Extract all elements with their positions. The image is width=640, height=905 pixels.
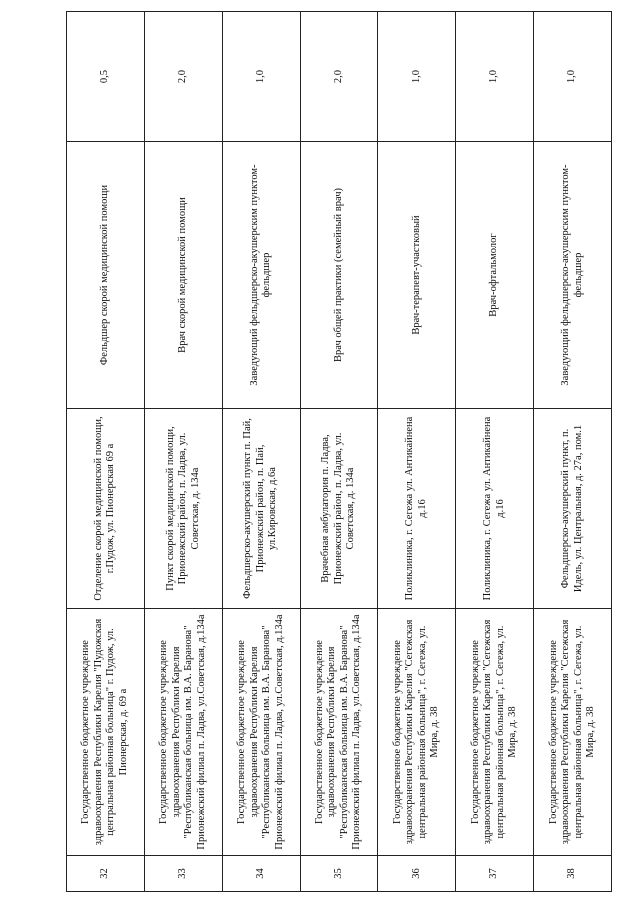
- address-cell: Поликлиника, г. Сегежа ул. Антикайнена д.16: [456, 409, 534, 609]
- rate-cell: 1,0: [222, 12, 300, 142]
- organization-cell: Государственное бюджетное учреждение здравоохранения Республики Карелия "Сегежская центральная районная больница", г. Сегежа, ул. Мира, д. 38: [534, 609, 612, 856]
- position-cell: Заведующий фельдшерско-акушерским пунктом-фельдшер: [222, 142, 300, 409]
- rate-cell: 1,0: [378, 12, 456, 142]
- table-row: [300, 12, 378, 892]
- organization-cell: Государственное бюджетное учреждение здравоохранения Республики Карелия "Сегежская центральная районная больница", г. Сегежа, ул. Мира, д. 38: [456, 609, 534, 856]
- table-row: [222, 12, 300, 892]
- vacancy-table: [66, 11, 612, 892]
- rate-cell: 0,5: [67, 12, 145, 142]
- position-cell: Врач-терапевт-участковый: [378, 142, 456, 409]
- address-cell: Фельдшерско-акушерский пункт п. Пай, Прионежский район, п. Пай, ул.Кировская, д.6а: [222, 409, 300, 609]
- table-row: [456, 12, 534, 892]
- table-row: [378, 12, 456, 892]
- organization-cell: Государственное бюджетное учреждение здравоохранения Республики Карелия "Республиканская больница им. В.А. Баранова" Прионежский филиал п. Ладва, ул.Советская, д.134а: [300, 609, 378, 856]
- row-number: 36: [378, 856, 456, 892]
- row-number: 34: [222, 856, 300, 892]
- row-number: 32: [67, 856, 145, 892]
- organization-cell: Государственное бюджетное учреждение здравоохранения Республики Карелия "Пудожская центральная районная больница" г. Пудож, ул. Пионерская, д. 69 а: [67, 609, 145, 856]
- position-cell: Фельдшер скорой медицинской помощи: [67, 142, 145, 409]
- position-cell: Заведующий фельдшерско-акушерским пунктом-фельдшер: [534, 142, 612, 409]
- address-cell: Фельдшерско-акушерский пункт, п. Идель, ул. Центральная, д. 27а, пом.1: [534, 409, 612, 609]
- rotated-table-wrapper: [66, 12, 612, 892]
- row-number: 35: [300, 856, 378, 892]
- address-cell: Поликлиника, г. Сегежа ул. Антикайнена д.16: [378, 409, 456, 609]
- address-cell: Врачебная амбулатория п. Ладва, Прионежский район, п. Ладва, ул. Советская, д. 134а: [300, 409, 378, 609]
- position-cell: Врач скорой медицинской помощи: [144, 142, 222, 409]
- organization-cell: Государственное бюджетное учреждение здравоохранения Республики Карелия "Республиканская больница им. В.А. Баранова" Прионежский филиал п. Ладва, ул.Советская, д.134а: [222, 609, 300, 856]
- rate-cell: 2,0: [300, 12, 378, 142]
- table-row: [144, 12, 222, 892]
- position-cell: Врач общей практики (семейный врач): [300, 142, 378, 409]
- row-number: 38: [534, 856, 612, 892]
- address-cell: Пункт скорой медицинской помощи, Прионежский район, п. Ладва, ул. Советская, д. 134а: [144, 409, 222, 609]
- table-row: [534, 12, 612, 892]
- rate-cell: 1,0: [456, 12, 534, 142]
- organization-cell: Государственное бюджетное учреждение здравоохранения Республики Карелия "Республиканская больница им. В.А. Баранова" Прионежский филиал п. Ладва, ул.Советская, д.134а: [144, 609, 222, 856]
- rate-cell: 2,0: [144, 12, 222, 142]
- row-number: 33: [144, 856, 222, 892]
- position-cell: Врач-офтальмолог: [456, 142, 534, 409]
- table-row: [67, 12, 145, 892]
- address-cell: Отделение скорой медицинской помощи, г.Пудож, ул. Пионерская 69 а: [67, 409, 145, 609]
- organization-cell: Государственное бюджетное учреждение здравоохранения Республики Карелия "Сегежская центральная районная больница", г. Сегежа, ул. Мира, д. 38: [378, 609, 456, 856]
- row-number: 37: [456, 856, 534, 892]
- rate-cell: 1,0: [534, 12, 612, 142]
